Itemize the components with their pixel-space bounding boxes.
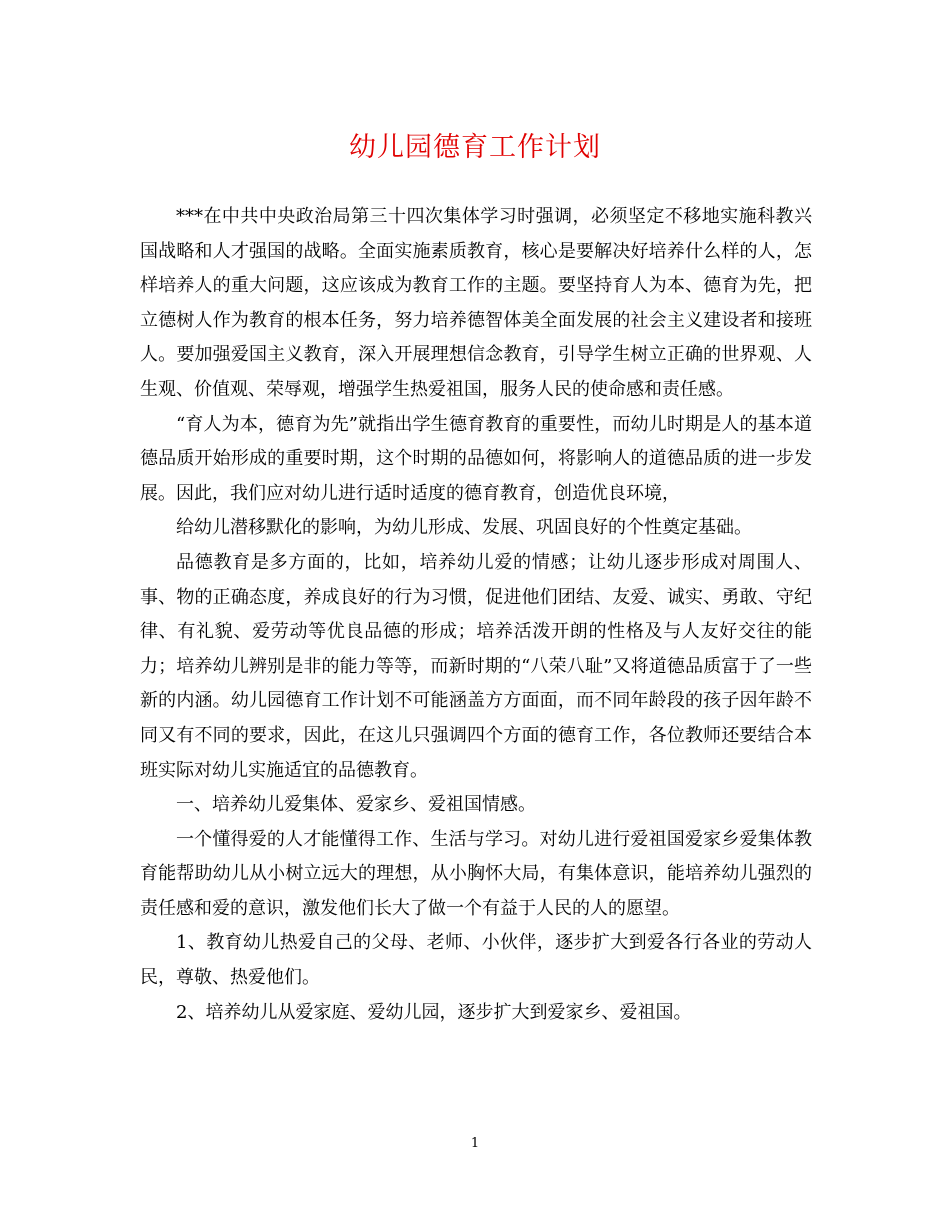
list-item: 1、教育幼儿热爱自己的父母、老师、小伙伴，逐步扩大到爱各行各业的劳动人民，尊敬、热爱他们。	[140, 932, 812, 989]
paragraph: “育人为本，德育为先”就指出学生德育教育的重要性，而幼儿时期是人的基本道德品质开始形成的重要时期，这个时期的品德如何，将影响人的道德品质的进一步发展。因此，我们应对幼儿进行适时适度的德育教育，创造优良环境，	[140, 413, 812, 504]
section-heading: 一、培养幼儿爱集体、爱家乡、爱祖国情感。	[176, 794, 536, 816]
list-item: 2、培养幼儿从爱家庭、爱幼儿园，逐步扩大到爱家乡、爱祖国。	[176, 1001, 692, 1023]
paragraph: ***在中共中央政治局第三十四次集体学习时强调，必须坚定不移地实施科教兴国战略和人才强国的战略。全面实施素质教育，核心是要解决好培养什么样的人，怎样培养人的重大问题，这应该成为教育工作的主题。要坚持育人为本、德育为先，把立德树人作为教育的根本任务，努力培养德智体美全面发展的社会主义建设者和接班人。要加强爱国主义教育，深入开展理想信念教育，引导学生树立正确的世界观、人生观、价值观、荣辱观，增强学生热爱祖国，服务人民的使命感和责任感。	[140, 206, 812, 400]
paragraph: 给幼儿潜移默化的影响，为幼儿形成、发展、巩固良好的个性奠定基础。	[176, 517, 752, 539]
page-number: 1	[470, 1136, 480, 1151]
paragraph: 品德教育是多方面的，比如，培养幼儿爱的情感；让幼儿逐步形成对周围人、事、物的正确态度，养成良好的行为习惯，促进他们团结、友爱、诚实、勇敢、守纪律、有礼貌、爱劳动等优良品德的形成；培养活泼开朗的性格及与人友好交往的能力；培养幼儿辨别是非的能力等等，而新时期的“八荣八耻”又将道德品质富于了一些新的内涵。幼儿园德育工作计划不可能涵盖方方面面，而不同年龄段的孩子因年龄不同又有不同的要求，因此，在这儿只强调四个方面的德育工作，各位教师还要结合本班实际对幼儿实施适宜的品德教育。	[140, 551, 812, 781]
paragraph: 一个懂得爱的人才能懂得工作、生活与学习。对幼儿进行爱祖国爱家乡爱集体教育能帮助幼儿从小树立远大的理想，从小胸怀大局，有集体意识，能培养幼儿强烈的责任感和爱的意识，激发他们长大了做一个有益于人民的人的愿望。	[140, 828, 812, 919]
document-title: 幼儿园德育工作计划	[349, 132, 601, 163]
document-body	[140, 200, 812, 1030]
